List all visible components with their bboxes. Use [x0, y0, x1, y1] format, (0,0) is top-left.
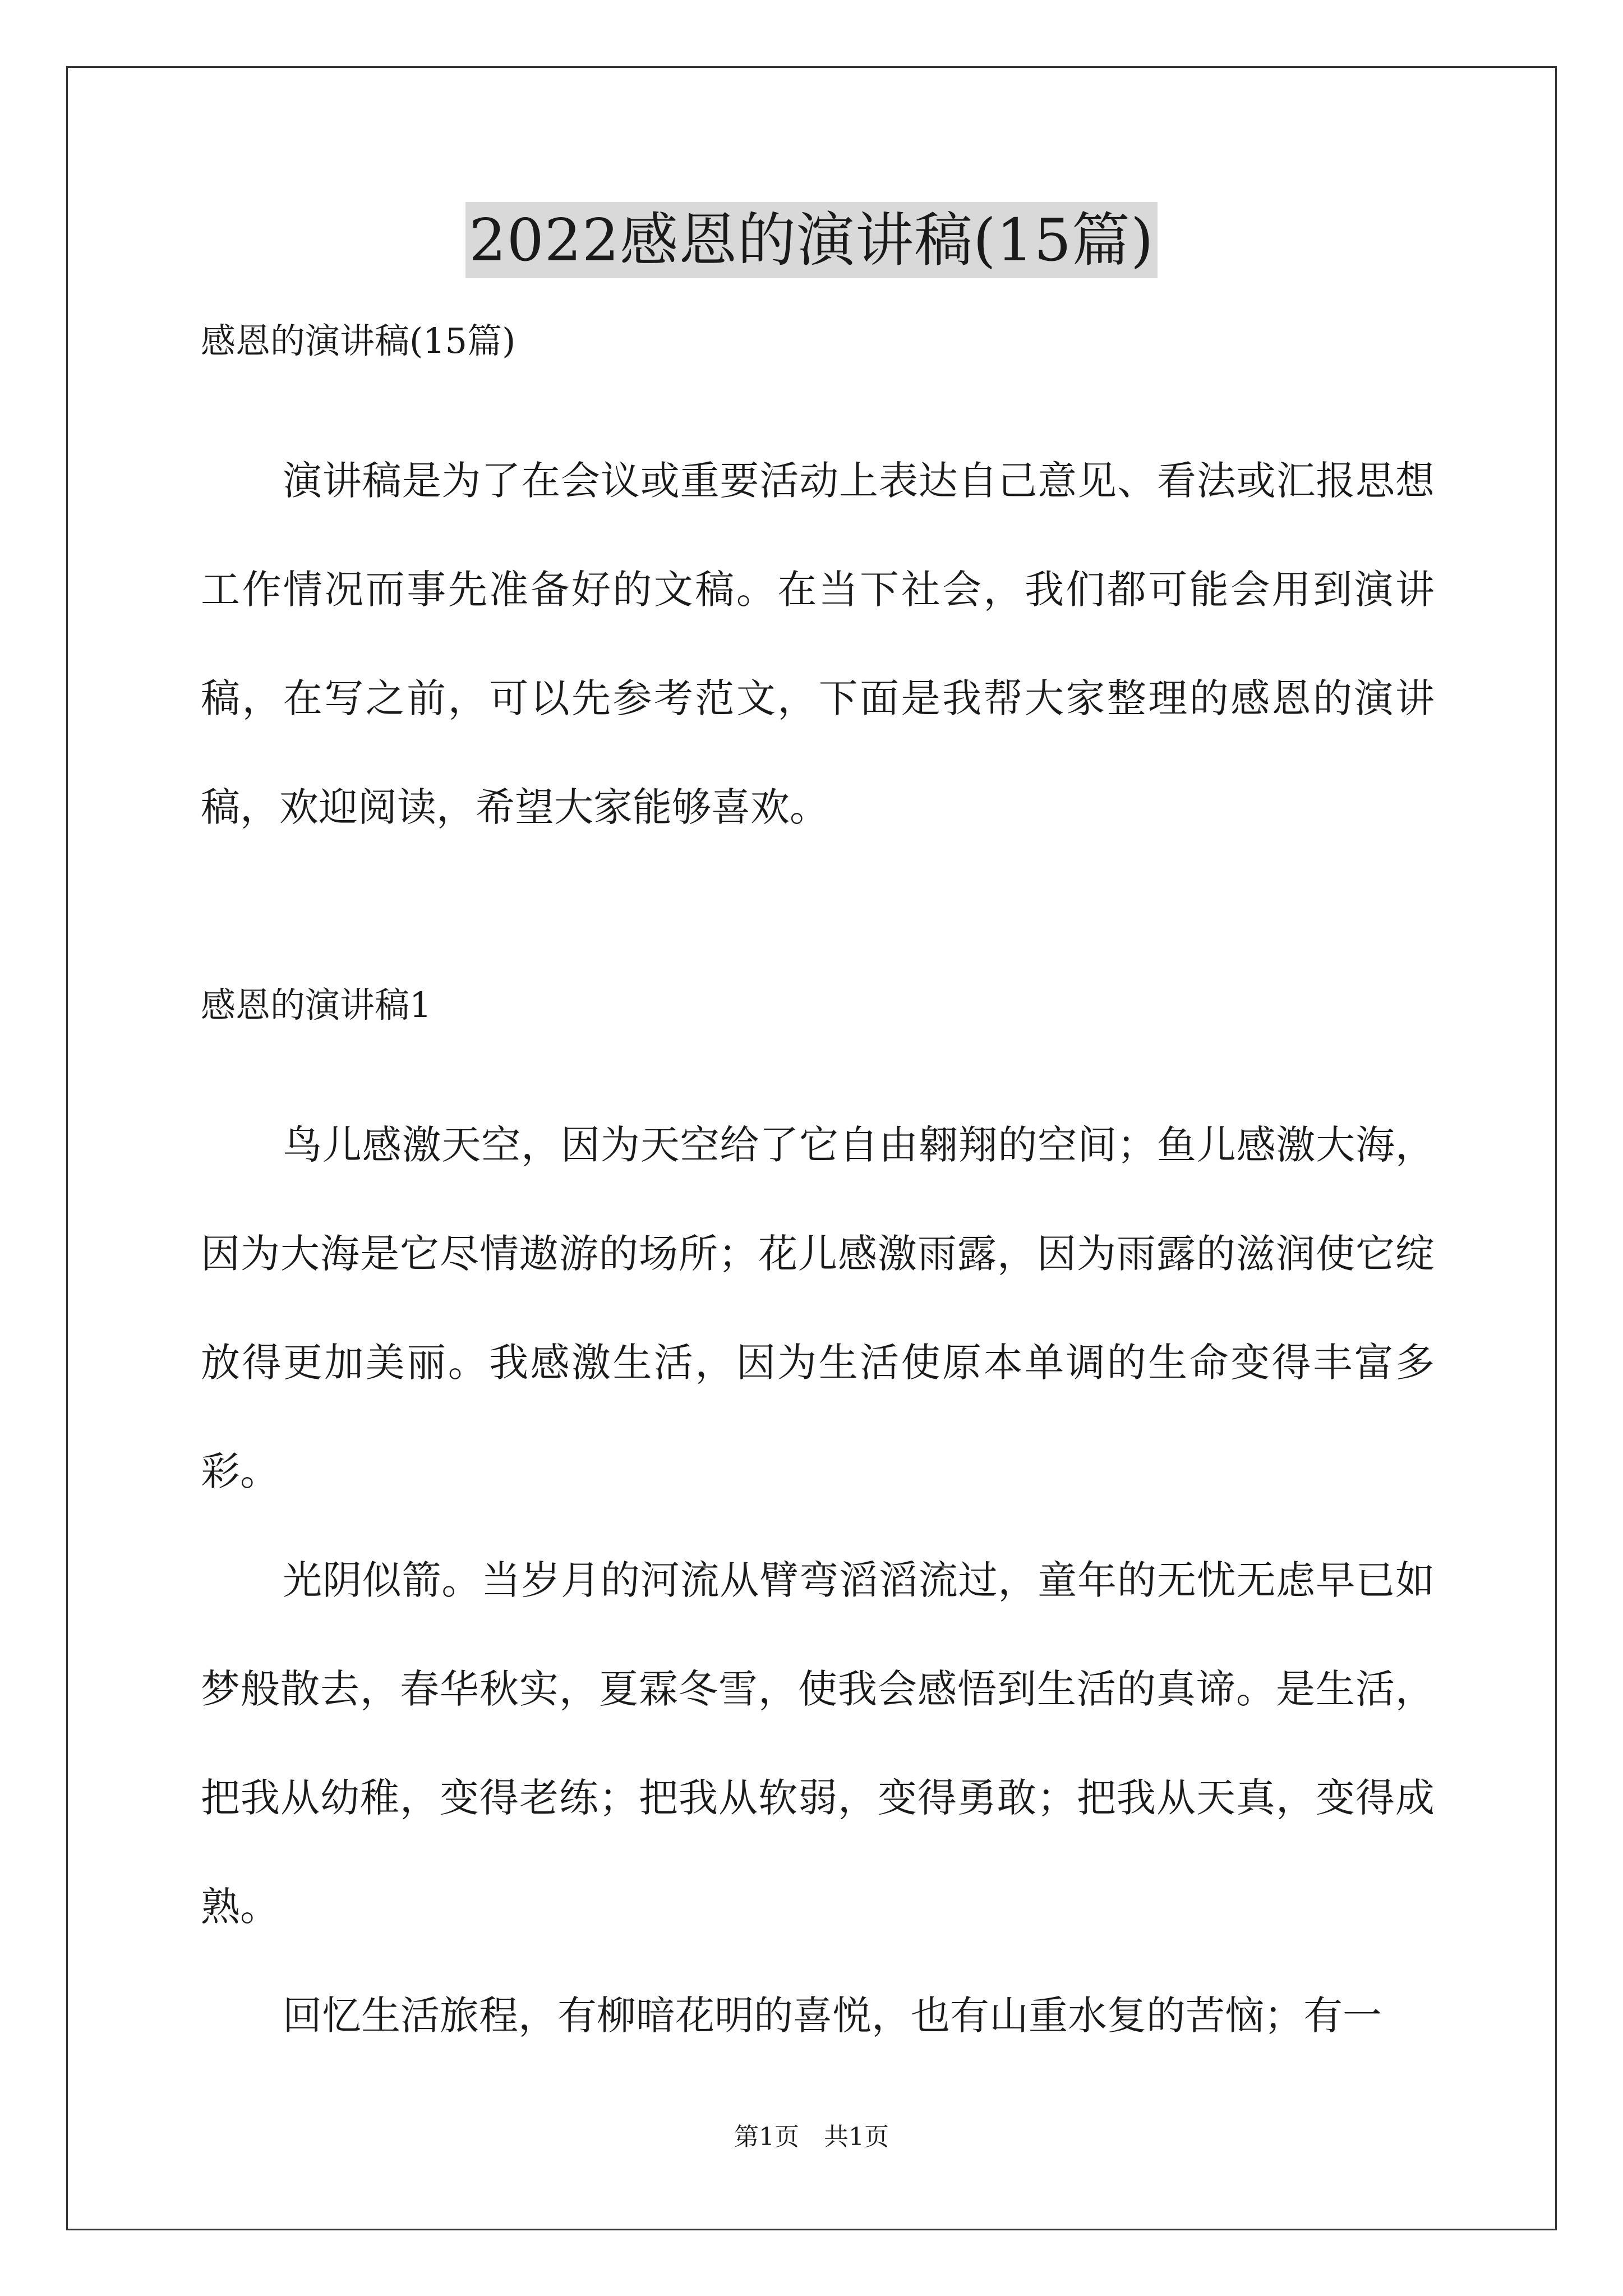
body-paragraph-3: 回忆生活旅程，有柳暗花明的喜悦，也有山重水复的苦恼；有一 — [283, 1993, 1382, 2039]
document-subtitle: 感恩的演讲稿(15篇) — [201, 320, 516, 361]
document-title: 2022感恩的演讲稿(15篇) — [465, 202, 1157, 278]
document-body — [201, 314, 1435, 2070]
body-paragraph-1: 鸟儿感激天空，因为天空给了它自由翱翔的空间；鱼儿感激大海，因为大海是它尽情遨游的场所；花儿感激雨露，因为雨露的滋润使它绽放得更加美丽。我感激生活，因为生活使原本单调的生命变得丰富多彩。 — [201, 1122, 1435, 1494]
section-heading: 感恩的演讲稿1 — [201, 984, 432, 1025]
page-footer: 第1页 共1页 — [734, 2123, 889, 2151]
title-container — [0, 202, 1623, 278]
body-paragraph-2: 光阴似箭。当岁月的河流从臂弯滔滔流过，童年的无忧无虑早已如梦般散去，春华秋实，夏霖冬雪，使我会感悟到生活的真谛。是生活，把我从幼稚，变得老练；把我从软弱，变得勇敢；把我从天真，变得成熟。 — [201, 1557, 1435, 1930]
intro-paragraph: 演讲稿是为了在会议或重要活动上表达自己意见、看法或汇报思想工作情况而事先准备好的文稿。在当下社会，我们都可能会用到演讲稿，在写之前，可以先参考范文，下面是我帮大家整理的感恩的演讲稿，欢迎阅读，希望大家能够喜欢。 — [201, 458, 1435, 830]
